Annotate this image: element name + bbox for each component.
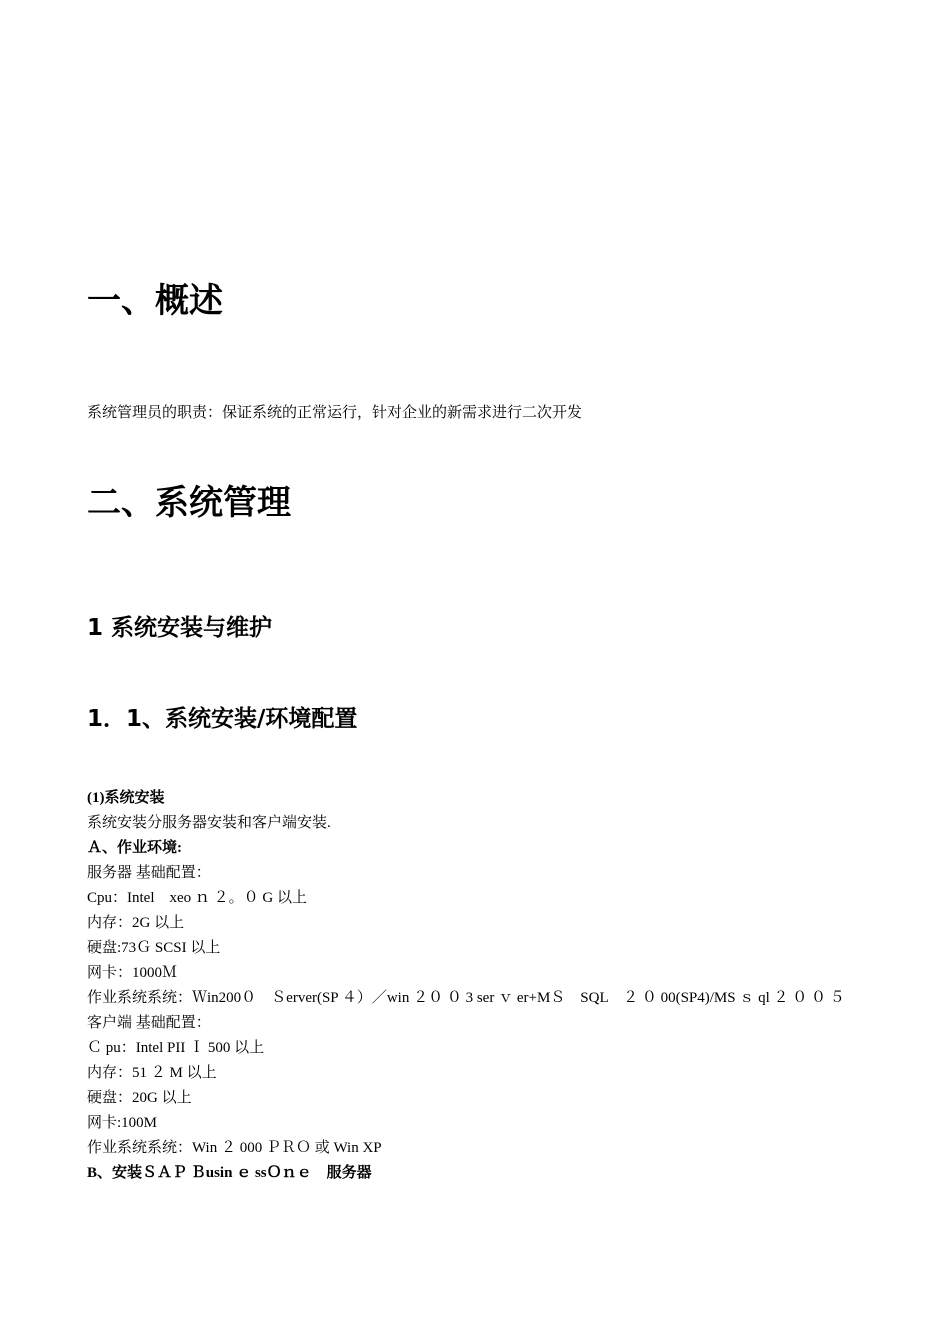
text-line: Ａ、作业环境: xyxy=(87,840,182,856)
text-line: 硬盘：20G 以上 xyxy=(87,1090,192,1106)
text-line: Cpu：Intel xeo ｎ ２。０ G 以上 xyxy=(87,890,307,906)
text-line: 作业系统系统：Ｗin200０ Ｓerver(SP ４）／win ２０ ０ 3 ser ｖ er+MＳ SQL ２ ０ 00(SP4)/MS ｓ ql ２ ０ ０ ５ xyxy=(87,990,845,1006)
text-line: (1)系统安装 xyxy=(87,790,165,806)
text-line: 网卡：1000Ｍ xyxy=(87,965,178,981)
text-line: 硬盘:73Ｇ SCSI 以上 xyxy=(87,940,221,956)
text-line: 网卡:100M xyxy=(87,1115,158,1131)
text-line: 内存：2G 以上 xyxy=(87,915,185,931)
heading-section-1-1: 1．1、系统安装/环境配置 xyxy=(87,706,358,732)
text-line: B、安装ＳＡＰ Ｂusin ｅ ssＯｎｅ 服务器 xyxy=(87,1165,372,1181)
text-line: 客户端 基础配置： xyxy=(87,1015,211,1031)
text-line: 服务器 基础配置： xyxy=(87,865,211,881)
body-text-block xyxy=(87,786,877,1186)
heading-section-1: 1 系统安装与维护 xyxy=(87,615,273,641)
text-line: 系统安装分服务器安装和客户端安装. xyxy=(87,815,331,831)
text-line: Ｃ pu：Intel PII Ｉ 500 以上 xyxy=(87,1040,265,1056)
heading-overview: 一、概述 xyxy=(87,281,223,321)
text-line: 内存：51 ２ M 以上 xyxy=(87,1065,217,1081)
overview-paragraph: 系统管理员的职责：保证系统的正常运行，针对企业的新需求进行二次开发 xyxy=(87,405,583,421)
text-line: 作业系统系统：Win ２ 000 ＰＲＯ 或 Win XP xyxy=(87,1140,382,1156)
heading-system-management: 二、系统管理 xyxy=(87,483,291,523)
